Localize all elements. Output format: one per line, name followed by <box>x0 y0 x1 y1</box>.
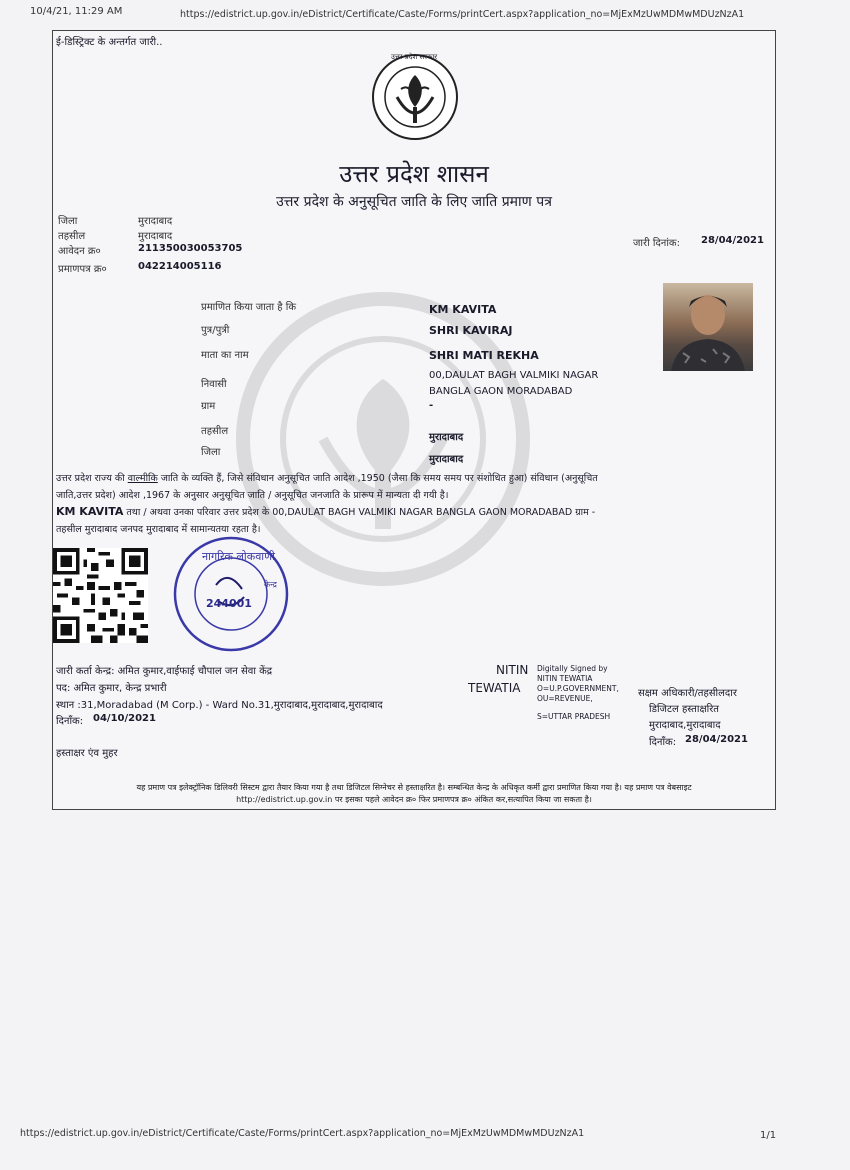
authority-date: 28/04/2021 <box>685 734 748 745</box>
caste-name: वाल्मीकि <box>127 473 158 484</box>
issue-date-label: जारी दिनांक: <box>633 238 680 249</box>
print-timestamp: 10/4/21, 11:29 AM <box>30 6 123 17</box>
issuer-post: पद: अमित कुमार, केन्द्र प्रभारी <box>56 683 167 694</box>
body-paragraph-1-line-1 <box>56 471 598 484</box>
signature-seal-label: हस्ताक्षर एंव मुहर <box>56 748 118 759</box>
application-number: 211350030053705 <box>138 243 243 254</box>
signer-state: S=UTTAR PRADESH <box>537 712 611 721</box>
issuer-date: 04/10/2021 <box>93 713 156 724</box>
authority-signed: डिजिटल हस्ताक्षरित <box>649 704 719 715</box>
person-tehsil-label: तहसील <box>201 426 229 437</box>
stamp-code: 244001 <box>206 597 252 610</box>
authority-date-label: दिनाँक: <box>649 737 677 748</box>
body-text: तथा / अथवा उनका परिवार उत्तर प्रदेश के 00,DAULAT BAGH VALMIKI NAGAR BANGLA GAON MORADABAD ग्राम - <box>123 507 596 518</box>
tehsil-value: मुरादाबाद <box>138 231 173 242</box>
body-text: जाति के व्यक्ति हैं, जिसे संविधान अनुसूचित जाति आदेश ,1950 (जैसा कि समय समय पर संशोधित हुआ) संविधान (अनुसूचित <box>157 473 598 484</box>
residence-label: निवासी <box>201 379 227 390</box>
issuer-place: स्थान :31,Moradabad (M Corp.) - Ward No.31,मुरादाबाद,मुरादाबाद,मुरादाबाद <box>56 700 383 711</box>
print-url: https://edistrict.up.gov.in/eDistrict/Certificate/Caste/Forms/printCert.aspx?application_no=MjExMzUwMDMwMDUzNzA1 <box>180 9 745 20</box>
issuer-date-label: दिनाँक: <box>56 716 84 727</box>
certificate-frame <box>52 30 776 810</box>
certificate-number-label: प्रमाणपत्र क्र० <box>58 264 107 275</box>
village-label: ग्राम <box>201 401 216 412</box>
digital-signer-name-2: TEWATIA <box>468 681 521 695</box>
footer-note-line-2: http://edistrict.up.gov.in पर इसका पहले आवेदन क्र० फिर प्रमाणपत्र क्र० अंकित कर,सत्यापित किया जा सकता है। <box>236 795 592 804</box>
body-paragraph-2-line-2: तहसील मुरादाबाद जनपद मुरादाबाद में सामान्यतया रहता है। <box>56 524 261 535</box>
village-value: - <box>429 400 434 411</box>
official-stamp <box>172 535 290 653</box>
signer-full-name: NITIN TEWATIA <box>537 674 593 683</box>
issue-date: 28/04/2021 <box>701 235 764 246</box>
father-name: SHRI KAVIRAJ <box>429 324 513 337</box>
tehsil-label: तहसील <box>58 231 86 242</box>
district-value: मुरादाबाद <box>138 216 173 227</box>
residence-line1: 00,DAULAT BAGH VALMIKI NAGAR <box>429 370 599 381</box>
up-government-emblem-icon <box>371 53 459 141</box>
mother-name: SHRI MATI REKHA <box>429 349 539 362</box>
authority-place: मुरादाबाद,मुरादाबाद <box>649 720 721 731</box>
page-number: 1/1 <box>760 1130 777 1141</box>
application-label: आवेदन क्र० <box>58 246 101 257</box>
certificate-subtitle: उत्तर प्रदेश के अनुसूचित जाति के लिए जाति प्रमाण पत्र <box>276 194 552 210</box>
certificate-number: 042214005116 <box>138 261 222 272</box>
stamp-top-text: नागरिक लोकवाणी <box>202 550 275 563</box>
certificate-title: उत्तर प्रदेश शासन <box>339 160 489 188</box>
digitally-signed-by: Digitally Signed by <box>537 664 608 673</box>
district-label: जिला <box>58 216 78 227</box>
applicant-name: KM KAVITA <box>429 303 497 316</box>
person-tehsil-value: मुरादाबाद <box>429 432 464 443</box>
emblem-text: उत्तर प्रदेश सरकार <box>391 53 438 61</box>
footer-note-line-1: यह प्रमाण पत्र इलेक्ट्रॉनिक डिलिवरी सिस्टम द्वारा तैयार किया गया है तथा डिजिटल सिग्नेचर से हस्ताक्षरित है। सम्बन्धित केन्द्र के अधिकृत कर्मी द्वारा प्रमाणित किया गया है। यह प्रमाण पत्र वेबसाइट <box>136 783 692 792</box>
mother-label: माता का नाम <box>201 350 249 361</box>
digital-signer-name-1: NITIN <box>496 663 529 677</box>
qr-code-icon <box>53 548 148 643</box>
body-paragraph-2-line-1 <box>56 505 595 518</box>
relation-label: पुत्र/पुत्री <box>201 325 230 336</box>
stamp-side-text: केन्द्र <box>264 580 277 589</box>
issuer-center: जारी कर्ता केन्द्र: अमित कुमार,वाईफाई चौपाल जन सेवा केंद्र <box>56 666 273 677</box>
signer-ou: OU=REVENUE, <box>537 694 593 703</box>
body-paragraph-1-line-2: जाति,उत्तर प्रदेश) आदेश ,1967 के अनुसार अनुसूचित जाति / अनुसूचित जनजाति के प्रारूप में मान्यता दी गयी है। <box>56 490 449 501</box>
body-applicant-name: KM KAVITA <box>56 505 124 518</box>
footer-print-url: https://edistrict.up.gov.in/eDistrict/Certificate/Caste/Forms/printCert.aspx?application_no=MjExMzUwMDMwMDUzNzA1 <box>20 1128 585 1139</box>
signer-org: O=U.P.GOVERNMENT, <box>537 684 619 693</box>
certified-label: प्रमाणित किया जाता है कि <box>201 302 297 313</box>
person-district-value: मुरादाबाद <box>429 454 464 465</box>
person-silhouette-icon <box>663 283 753 371</box>
applicant-photo <box>663 283 753 371</box>
edistrict-note: ई-डिस्ट्रिक्ट के अन्तर्गत जारी.. <box>56 37 163 48</box>
authority-title: सक्षम अधिकारी/तहसीलदार <box>638 688 737 699</box>
body-text: उत्तर प्रदेश राज्य की <box>56 473 128 484</box>
residence-line2: BANGLA GAON MORADABAD <box>429 386 573 397</box>
person-district-label: जिला <box>201 447 221 458</box>
